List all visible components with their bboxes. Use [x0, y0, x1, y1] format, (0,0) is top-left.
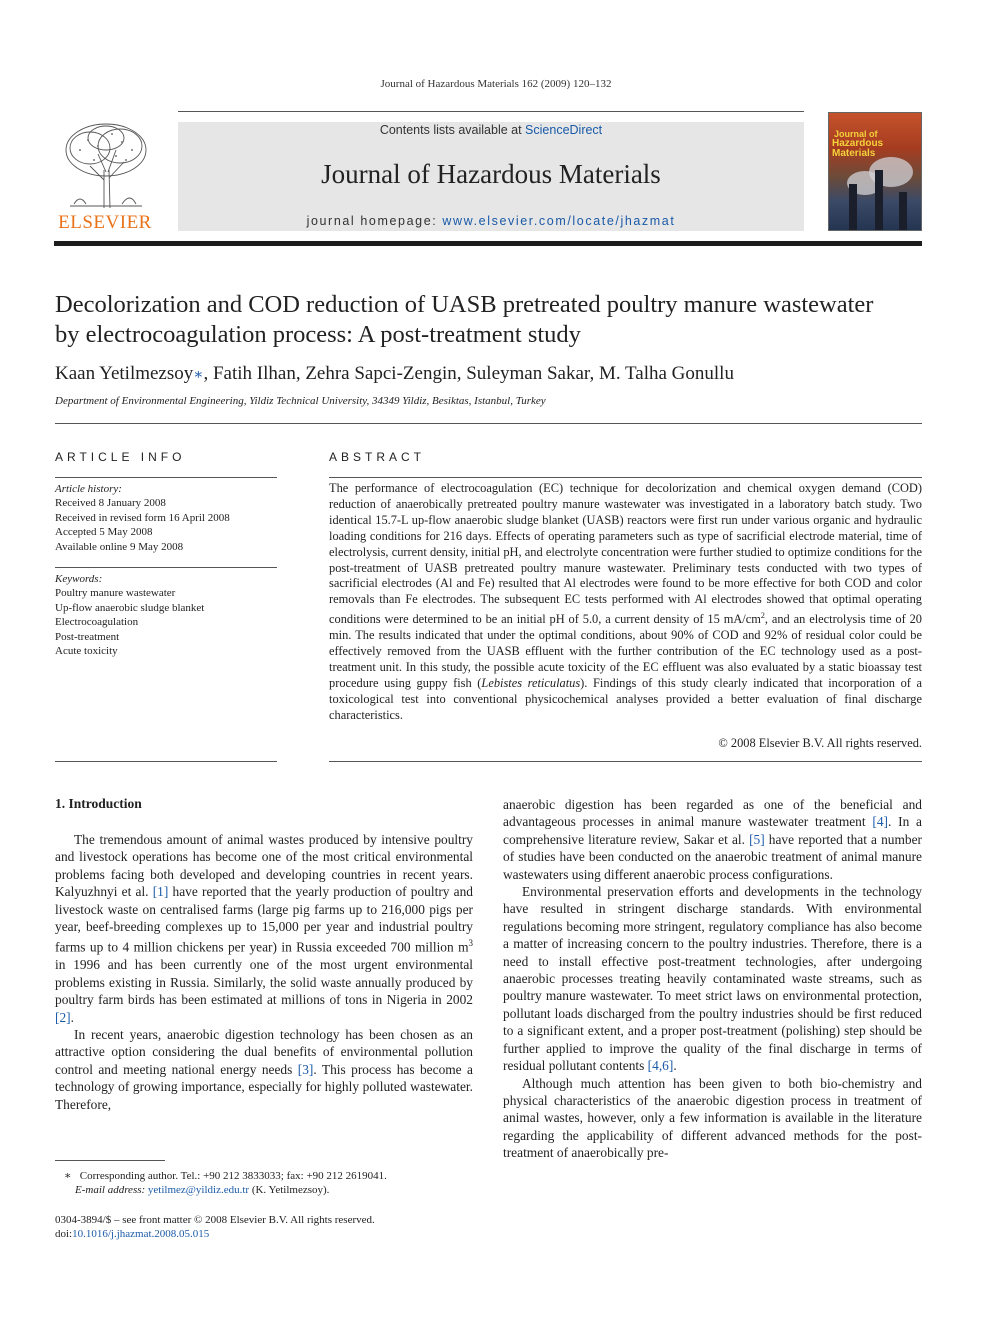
citation-link[interactable]: [1] [152, 884, 169, 900]
author-rest: , Fatih Ilhan, Zehra Sapci-Zengin, Suleyman Sakar, M. Talha Gonullu [203, 363, 734, 384]
cover-smokestack-shape [875, 170, 883, 230]
abstract-rule [329, 477, 922, 478]
intro-paragraph [55, 831, 473, 1026]
contents-prefix: Contents lists available at [379, 123, 526, 137]
text-run: . [70, 1009, 74, 1025]
elsevier-tree-icon [60, 120, 152, 210]
running-head: Journal of Hazardous Materials 162 (2009) 120–132 [380, 78, 612, 90]
citation-link[interactable]: [4] [872, 814, 888, 830]
email-link[interactable]: yetilmez@yildiz.edu.tr [147, 1184, 250, 1197]
doi-label: doi: [55, 1228, 73, 1241]
abstract-part: The performance of electrocoagulation (EC) technique for decolorization and chemical oxygen demand (COD) reduction of anaerobically pretreated poultry manure wastewater was investigated in a laboratory batch study. Two identical 15.7-L up-flow anaerobic sludge blanket (UASB) reactors were first run under various organic and hydraulic loading conditions for 216 days. Effects of operating parameters such as type of sacrificial electrode material, time of electrolysis, current density, initial pH, and electrolyte concentration were further studied to optimize conditions for the post-treatment of UASB pretreated poultry manure wastewater. Preliminary tests conducted with two types of sacrificial electrodes (Al and Fe) resulted that Al electrodes were found to be more effective for both COD and color removals than Fe electrodes. The subsequent EC tests performed with Al electrodes showed that optimal operating conditions were determined to be an initial pH of 5.0, a current density of 15 mA/cm [329, 481, 922, 627]
cover-title-line1: Journal of [834, 129, 878, 139]
keyword-item: Poultry manure wastewater [55, 587, 176, 600]
citation-link[interactable]: [2] [55, 1009, 71, 1025]
homepage-link[interactable]: www.elsevier.com/locate/jhazmat [442, 214, 676, 228]
article-info-label: ARTICLE INFO [55, 450, 186, 464]
front-matter [55, 1213, 375, 1241]
article-title: Decolorization and COD reduction of UASB pretreated poultry manure wastewater by electrocoagulation process: A post-treatment study [55, 291, 874, 348]
keyword-item: Up-flow anaerobic sludge blanket [55, 601, 205, 614]
keyword-item: Acute toxicity [55, 645, 118, 658]
article-info-bottom-rule [55, 761, 277, 762]
text-run: . In a comprehensive literature review, Sakar et al. [503, 814, 922, 847]
affiliation: Department of Environmental Engineering, Yildiz Technical University, 34349 Yildiz, Besiktas, Istanbul, Turkey [55, 395, 546, 407]
doi-link[interactable]: 10.1016/j.jhazmat.2008.05.015 [72, 1228, 210, 1241]
citation-link[interactable]: [3] [297, 1061, 314, 1077]
text-run: anaerobic digestion has been regarded as one of the beneficial and advantageous processes in animal manure wastewater treatment [503, 797, 922, 830]
abstract-copyright: © 2008 Elsevier B.V. All rights reserved. [718, 736, 922, 750]
abstract-part: ). Findings of this study clearly indicated that incorporation of a toxicological test into conventional physicochemical analyses provided a better evaluation of final discharge characteristics. [329, 676, 922, 722]
body-column-left [55, 831, 473, 1113]
sciencedirect-link[interactable]: ScienceDirect [525, 123, 603, 137]
keywords-rule [55, 567, 277, 568]
intro-paragraph [55, 1026, 473, 1113]
abstract-label: ABSTRACT [329, 450, 426, 464]
text-run: have reported that the yearly production of poultry and livestock waste on centralised farms (large pig farms up to 216,000 pigs per year, beef-breeding complexes up to 15,000 per year and industrial poultry farms up to 4 million chickens per year) in Russia exceeded 700 million m [55, 884, 473, 955]
footnote-marker: ∗ [64, 1170, 72, 1182]
history-item: Available online 9 May 2008 [55, 540, 184, 553]
cover-title-line2 [832, 139, 883, 159]
keyword-item: Post-treatment [55, 630, 120, 643]
cover-title-hazardous: Hazardous [832, 138, 884, 149]
email-tail: (K. Yetilmezsoy). [249, 1184, 330, 1197]
text-run: Environmental preservation efforts and developments in the technology have resulted in stringent discharge standards. With environmental regulations becoming more stringent, regulatory compliance has also become a matter of increasing concern to the poultry industries. Therefore, there is a need to install effective post-treatment technologies, after undergoing anaerobic processes treating heavily contaminated waste streams, such as poultry manure wastewater. To meet strict laws on environmental protection, pollutant loads discharged from the poultry industries should be first reduced to a significant extent, and a proper post-treatment (polishing) step should be further applied to improve the quality of the final discharge in terms of residual pollutant contents [503, 884, 922, 1074]
citation-link[interactable]: [4,6] [647, 1058, 674, 1074]
intro-paragraph [503, 796, 922, 883]
superscript: 3 [468, 938, 473, 949]
text-run: have reported that a number of studies have been conducted on the anaerobic treatment of animal manure wastewaters using different anaerobic process configurations. [503, 831, 922, 882]
article-info-rule [55, 477, 277, 478]
homepage-prefix: journal homepage: [306, 214, 443, 228]
abstract-bottom-rule [329, 761, 922, 762]
footnote-contact [64, 1169, 387, 1183]
introduction-heading: 1. Introduction [55, 796, 142, 811]
corresponding-author-footnote [64, 1169, 387, 1197]
keyword-item: Electrocoagulation [55, 616, 139, 629]
masthead-top-rule [178, 111, 804, 112]
author-first[interactable]: Kaan Yetilmezsoy [55, 363, 194, 384]
footnote-email [64, 1183, 387, 1197]
masthead-bottom-rule [54, 241, 922, 246]
journal-masthead [178, 122, 804, 231]
text-run: In recent years, anaerobic digestion technology has been chosen as an attractive option considering the dual benefits of environmental pollution control and meeting national energy needs [55, 1026, 473, 1077]
abstract-text [329, 481, 922, 724]
cover-title-materials: Materials [832, 148, 876, 159]
history-item: Received in revised form 16 April 2008 [55, 511, 230, 524]
article-history [55, 482, 277, 554]
intro-paragraph: Although much attention has been given to both bio-chemistry and physical characteristics of the anaerobic digestion process in treatment of animal wastes, however, only a few information is available in the literature regarding the applicability of different advanced methods for the post-treatment of anaerobically pre- [503, 1075, 922, 1161]
citation-link[interactable]: [5] [749, 831, 765, 847]
keywords [55, 572, 277, 658]
abstract-part: , and an electrolysis time of 20 min. The results indicated that under the optimal conditions, about 90% of COD and 92% of residual color could be effectively removed from the UASB effluent with the further contribution of the EC technology used as a post-treatment unit. In this study, the possible acute toxicity of the EC effluent was also evaluated by a static bioassay test procedure using guppy fish ( [329, 612, 922, 690]
text-run: . [673, 1058, 677, 1074]
elsevier-wordmark: ELSEVIER [58, 212, 152, 233]
text-run: . This process has become a technology of growing importance, especially for highly polluted wastewater. Therefore, [55, 1061, 473, 1112]
abstract-species: Lebistes reticulatus [481, 676, 581, 690]
journal-homepage [178, 214, 804, 228]
text-run: in 1996 and has been currently one of the most urgent environmental problems existing in Russia. Similarly, the solid waste annually produced by poultry farm birds has been estimated at millions of tons in Nigeria in 2002 [55, 957, 473, 1008]
abstract-superscript: 2 [760, 611, 765, 621]
title-bottom-rule [55, 423, 922, 424]
journal-cover-thumbnail[interactable] [828, 112, 922, 231]
intro-paragraph [503, 883, 922, 1074]
footnote-contact-text: Corresponding author. Tel.: +90 212 3833033; fax: +90 212 2619041. [79, 1170, 387, 1182]
body-column-right [503, 796, 922, 1162]
history-item: Accepted 5 May 2008 [55, 526, 153, 539]
issn-line: 0304-3894/$ – see front matter © 2008 Elsevier B.V. All rights reserved. [55, 1214, 375, 1226]
author-list [55, 363, 734, 385]
elsevier-logo[interactable] [54, 120, 156, 232]
footnote-rule [55, 1160, 165, 1161]
text-run: The tremendous amount of animal wastes produced by intensive poultry and livestock operations has become one of the most critical environmental problems facing both developed and developing countries in recent years. Kalyuzhnyi et al. [55, 832, 473, 900]
journal-title: Journal of Hazardous Materials [321, 159, 661, 189]
history-item: Received 8 January 2008 [55, 497, 166, 510]
contents-line [178, 122, 804, 138]
cover-smokestack-shape [899, 192, 907, 230]
keywords-heading: Keywords: [55, 573, 103, 585]
doi-line [55, 1227, 375, 1241]
corresponding-author-marker[interactable]: ∗ [193, 367, 204, 383]
email-label: E-mail address: [75, 1184, 148, 1197]
article-history-heading: Article history: [55, 483, 122, 495]
cover-smokestack-shape [849, 184, 857, 230]
